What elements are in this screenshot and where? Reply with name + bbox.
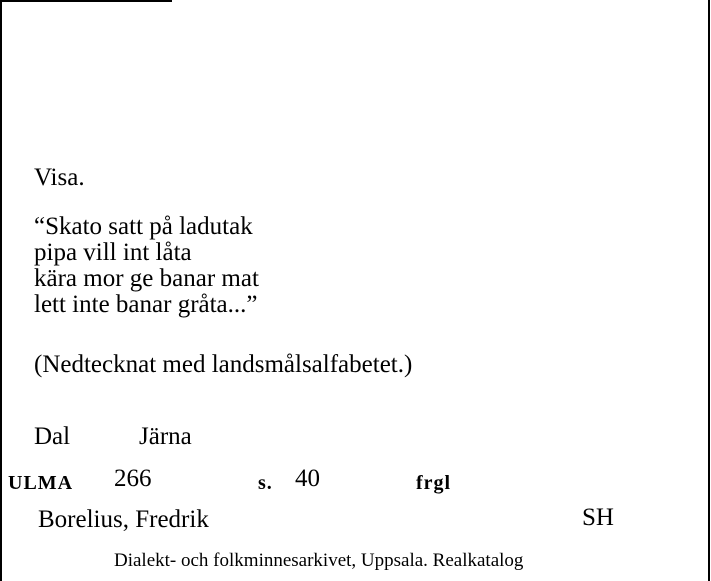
parish-label: Järna (139, 423, 192, 450)
province-label: Dal (34, 423, 71, 450)
poem-line: “Skato satt på ladutak (34, 213, 253, 240)
poem-text (34, 214, 259, 318)
page-number: 40 (295, 465, 320, 492)
card-heading: Visa. (34, 164, 85, 191)
poem-line: kära mor ge banar mat (34, 265, 259, 292)
page-label: s. (258, 472, 273, 494)
transcription-note: (Nedtecknat med landsmålsalfabetet.) (34, 351, 413, 378)
category-code: frgl (416, 472, 452, 494)
collector-name: Borelius, Fredrik (38, 506, 209, 533)
card-left-edge (0, 0, 2, 581)
archive-footer: Dialekt- och folkminnesarkivet, Uppsala. Realkatalog (114, 550, 524, 571)
archive-code: ULMA (8, 472, 74, 494)
poem-line: pipa vill int låta (34, 239, 192, 266)
initials: SH (582, 504, 614, 531)
poem-line: lett inte banar gråta...” (34, 291, 258, 318)
card-right-edge (708, 0, 710, 581)
card-top-edge (0, 0, 172, 2)
archive-number: 266 (114, 465, 152, 492)
